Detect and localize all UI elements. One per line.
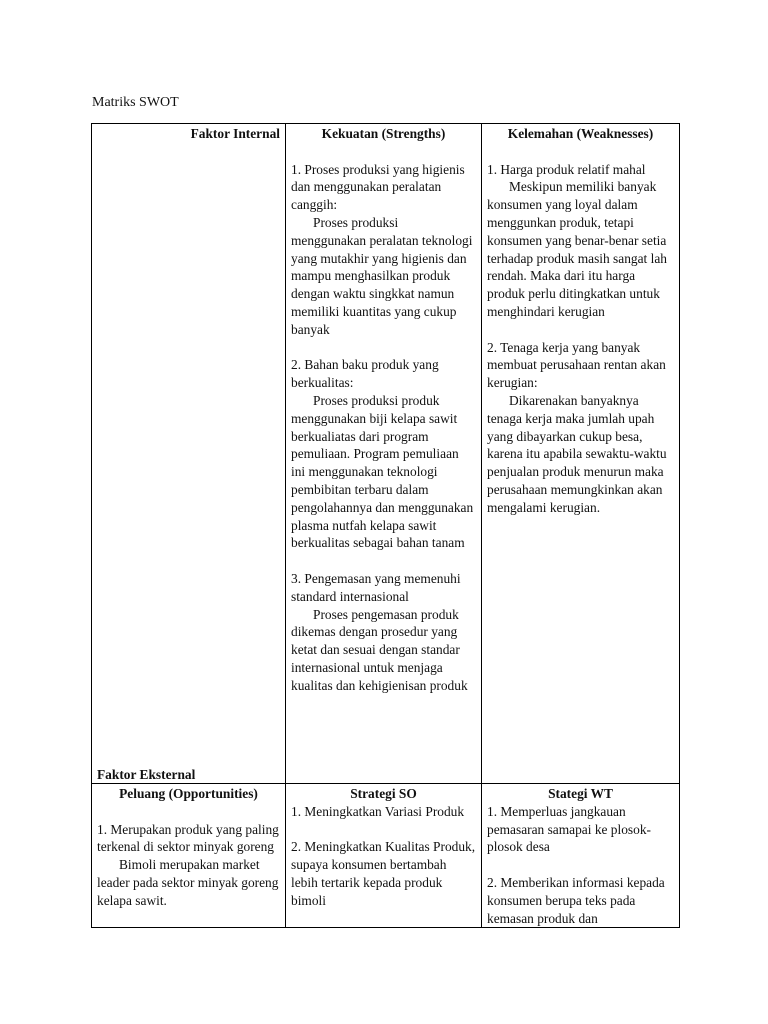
document-title: Matriks SWOT [92, 95, 179, 110]
strength-item-3-title: 3. Pengemasan yang memenuhi standard internasional [291, 570, 461, 604]
table-row-external [92, 784, 680, 928]
strength-item-3-body: Proses pengemasan produk dikemas dengan prosedur yang ketat dan sesuai dengan standar internasional untuk menjaga kualitas dan kehigienisan produk [291, 606, 468, 693]
weaknesses-header: Kelemahan (Weaknesses) [507, 126, 654, 141]
opportunities-cell [92, 784, 286, 928]
weakness-item-2-body: Dikarenakan banyaknya tenaga kerja maka jumlah upah yang dibayarkan cukup besa, karena itu apabila sewaktu-waktu penjualan produk menurun maka perusahaan memungkinkan akan mengalami kerugian. [487, 392, 667, 515]
table-row-internal [92, 124, 680, 784]
wt-strategy-item-1: 1. Memperluas jangkauan pemasaran samapai ke plosok-plosok desa [487, 803, 651, 855]
so-strategy-cell [286, 784, 482, 928]
wt-strategy-item-2: 2. Memberikan informasi kepada konsumen berupa teks pada kemasan produk dan [487, 874, 665, 926]
strength-item-1-body: Proses produksi menggunakan peralatan teknologi yang mutakhir yang higienis dan mampu menghasilkan produk dengan waktu singkkat namun memiliki kuantitas yang cukup banyak [291, 214, 473, 337]
wt-strategy-cell [482, 784, 680, 928]
strengths-header: Kekuatan (Strengths) [321, 126, 446, 141]
faktor-internal-label: Faktor Internal [190, 126, 280, 141]
faktor-eksternal-label: Faktor Eksternal [97, 767, 196, 783]
weakness-item-2-title: 2. Tenaga kerja yang banyak membuat perusahaan rentan akan kerugian: [487, 339, 666, 391]
corner-cell [92, 124, 286, 784]
so-strategy-header: Strategi SO [350, 786, 417, 801]
opportunity-item-1-body: Bimoli merupakan market leader pada sektor minyak goreng kelapa sawit. [97, 857, 279, 908]
opportunities-header: Peluang (Opportunities) [119, 786, 258, 801]
opportunity-item-1-title: 1. Merupakan produk yang paling terkenal di sektor minyak goreng [97, 821, 279, 855]
so-strategy-item-2: 2. Meningkatkan Kualitas Produk, supaya konsumen bertambah lebih tertarik kepada produk bimoli [291, 839, 476, 908]
strength-item-1-title: 1. Proses produksi yang higienis dan menggunakan peralatan canggih: [291, 161, 465, 213]
weakness-item-1-body: Meskipun memiliki banyak konsumen yang loyal dalam menggunkan produk, tetapi konsumen yang benar-benar setia terhadap produk masih sangat lah rendah. Maka dari itu harga produk perlu ditingkatkan untuk menghindari kerugian [487, 179, 667, 319]
strength-item-2-body: Proses produksi produk menggunakan biji kelapa sawit berkualiatas dari program pemuliaan. Program pemuliaan ini menggunakan teknologi pembibitan terbaru dalam pengolahannya dan menggunakan plasma nutfah kelapa sawit berkualitas sebagai bahan tanam [291, 392, 474, 551]
strengths-cell [286, 124, 482, 784]
weakness-item-1-title: 1. Harga produk relatif mahal [487, 161, 646, 177]
wt-strategy-header: Stategi WT [548, 786, 613, 801]
swot-matrix-table [91, 123, 680, 928]
strength-item-2-title: 2. Bahan baku produk yang berkualitas: [291, 357, 439, 391]
so-strategy-item-1: 1. Meningkatkan Variasi Produk [291, 803, 465, 819]
weaknesses-cell [482, 124, 680, 784]
